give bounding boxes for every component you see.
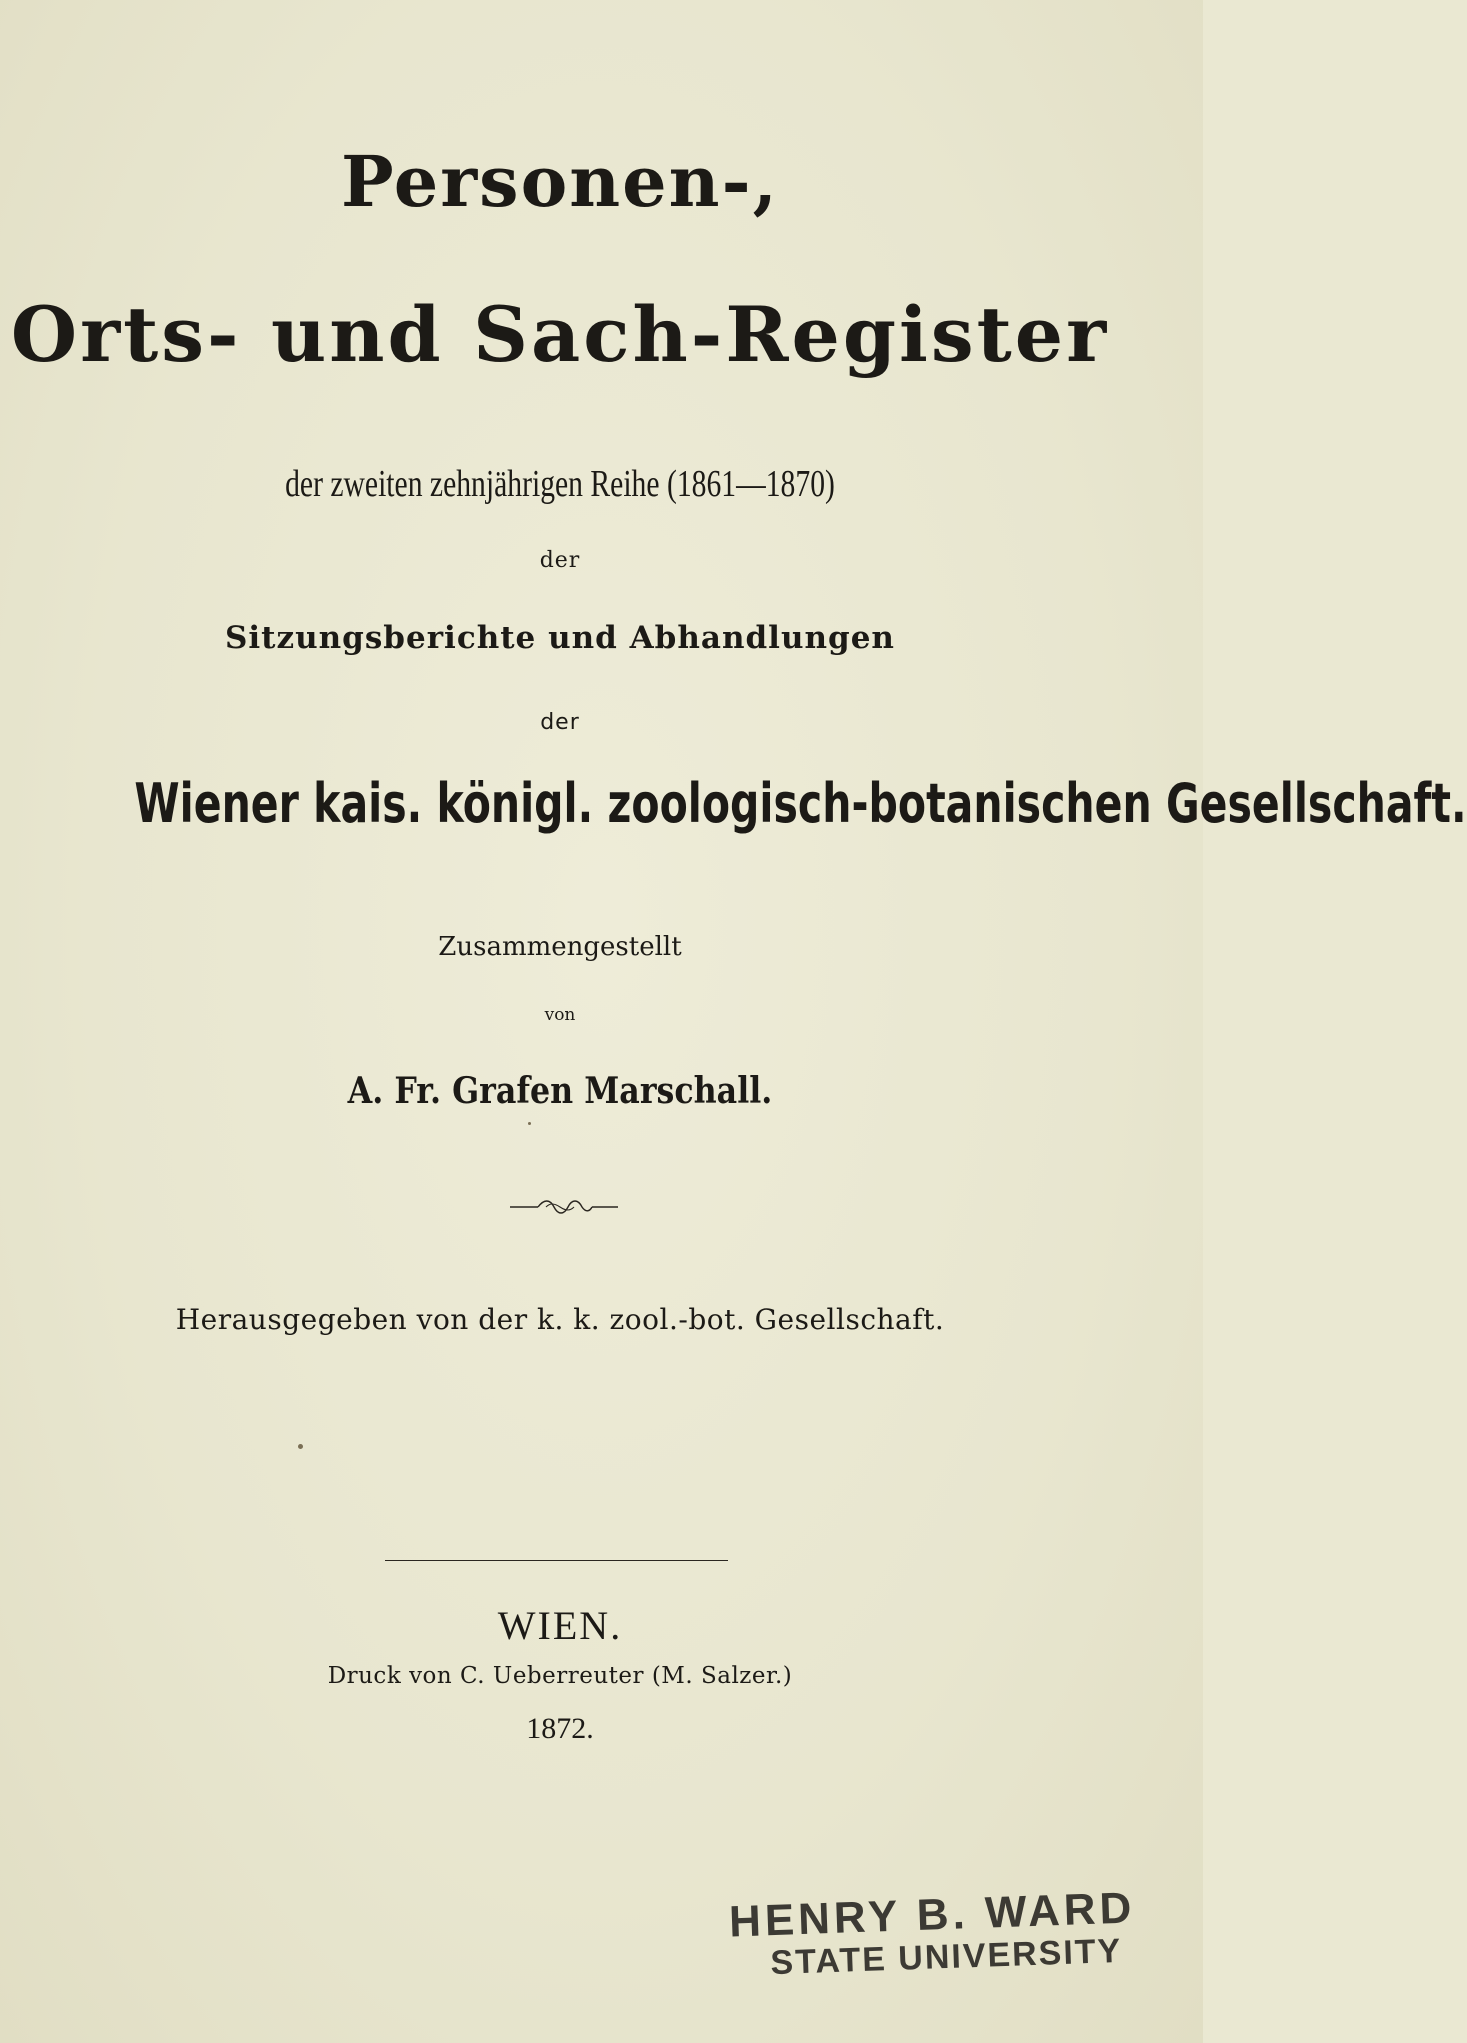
connector-der-1: der xyxy=(539,548,581,573)
imprint-printer: Druck von C. Ueberreuter (M. Salzer.) xyxy=(327,1663,793,1689)
paper-speck xyxy=(298,1444,303,1449)
imprint-city: WIEN. xyxy=(497,1603,623,1648)
title-line-1: Personen-, xyxy=(340,140,780,223)
publication-title: Sitzungsberichte und Abhandlungen xyxy=(225,620,895,656)
publisher-line: Herausgegeben von der k. k. zool.-bot. Gesellschaft. xyxy=(175,1303,945,1336)
title-line-2: Orts- und Sach-Register xyxy=(10,290,1110,379)
library-stamp xyxy=(720,1882,1174,2008)
paper-speck xyxy=(528,1122,531,1125)
stamp-line-2: STATE UNIVERSITY xyxy=(769,1931,1123,1983)
ornament-divider xyxy=(510,1195,618,1215)
series-subtitle: der zweiten zehnjährigen Reihe (1861—1870) xyxy=(285,463,835,505)
connector-von: von xyxy=(544,1005,576,1025)
author-name: A. Fr. Grafen Marschall. xyxy=(347,1070,773,1112)
imprint-year: 1872. xyxy=(526,1712,594,1745)
compiled-label: Zusammengestellt xyxy=(438,932,682,962)
society-name: Wiener kais. königl. zoologisch-botanischen Gesellschaft. xyxy=(134,772,1467,835)
horizontal-rule xyxy=(385,1560,728,1561)
connector-der-2: der xyxy=(540,710,580,735)
stamp-line-1: HENRY B. WARD xyxy=(728,1883,1137,1947)
